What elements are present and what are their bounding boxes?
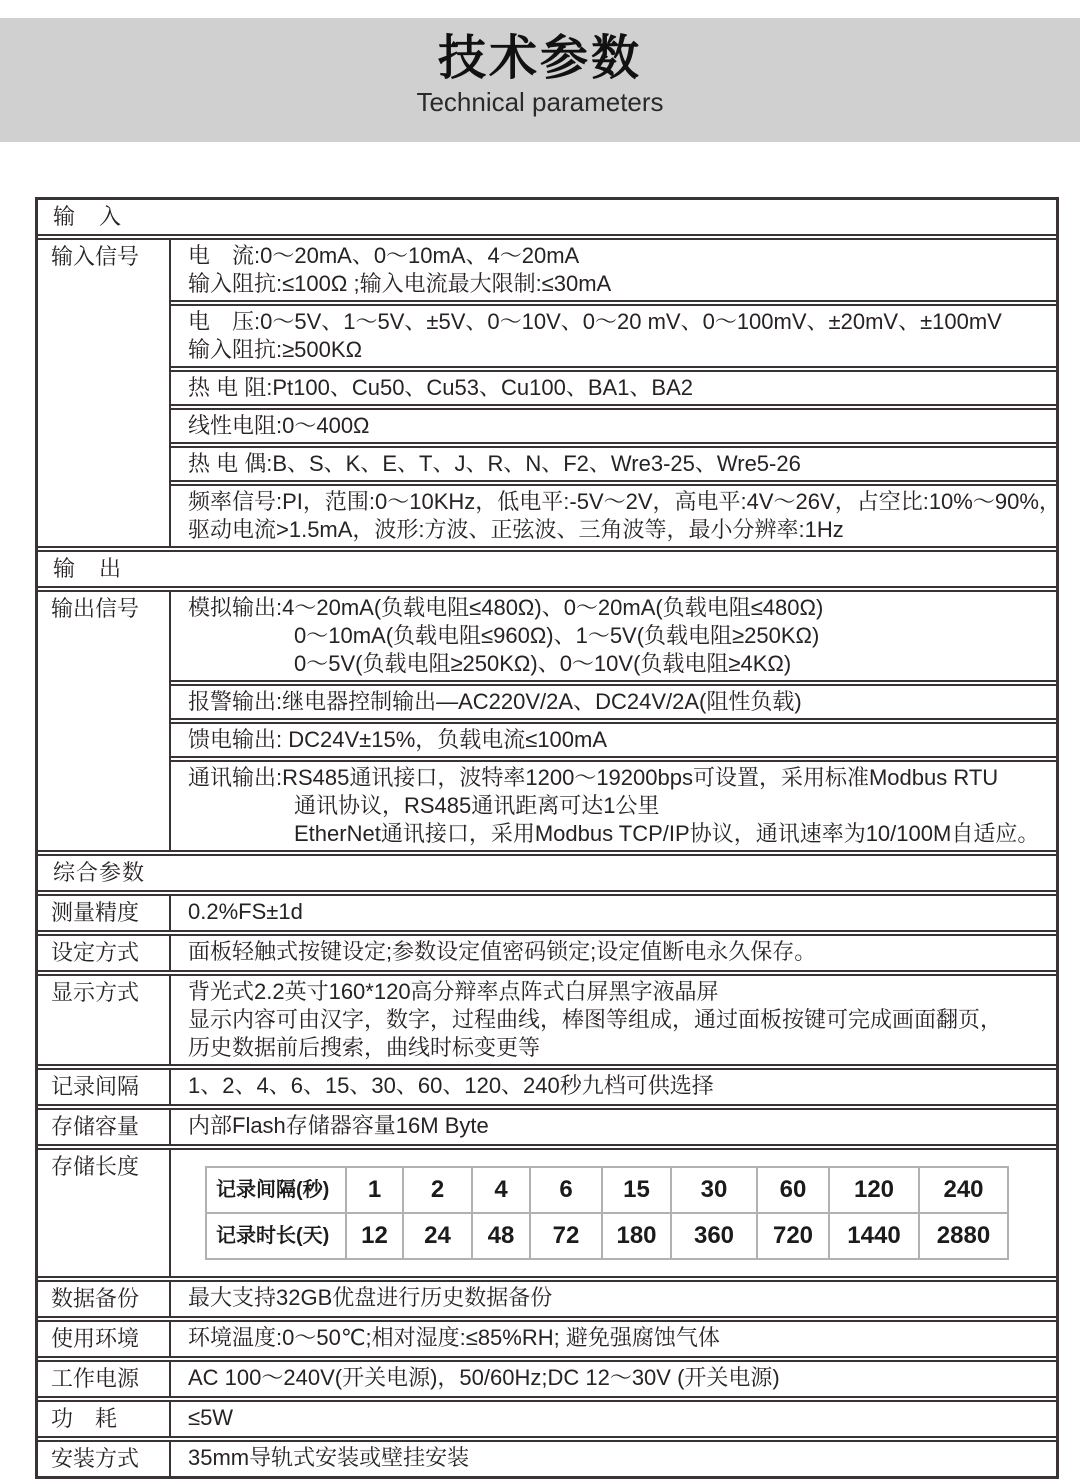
value-cell (171, 484, 1061, 546)
value-line: 背光式2.2英寸160*120高分辩率点阵式白屏黑字液晶屏 (188, 979, 719, 1004)
value-cell (171, 722, 1056, 758)
value-cell (171, 976, 1056, 1064)
storage-cell: 120 (829, 1167, 919, 1213)
value-cell (171, 936, 1056, 970)
value-line: 1、2、4、6、15、30、60、120、240秒九档可供选择 (188, 1073, 714, 1098)
table-row (38, 894, 1056, 932)
value-line: 0.2%FS±1d (188, 899, 303, 924)
value-line: AC 100～240V(开关电源)，50/60Hz;DC 12～30V (开关电源) (188, 1365, 780, 1390)
row-label: 记录间隔 (38, 1070, 171, 1104)
value-line: 最大支持32GB优盘进行历史数据备份 (188, 1285, 553, 1310)
value-line: 电 流:0～20mA、0～10mA、4～20mA (188, 243, 580, 268)
row-label: 存储长度 (38, 1150, 171, 1276)
value-line: 内部Flash存储器容量16M Byte (188, 1113, 489, 1138)
table-row (38, 974, 1056, 1066)
row-label: 使用环境 (38, 1322, 171, 1356)
storage-cell: 12 (346, 1213, 403, 1259)
row-label: 存储容量 (38, 1110, 171, 1144)
storage-cell: 15 (602, 1167, 671, 1213)
section-row (38, 200, 1056, 236)
value-cell (171, 1282, 1056, 1316)
value-cell (171, 240, 1056, 302)
value-line: 显示内容可由汉字，数字，过程曲线，棒图等组成，通过面板按键可完成画面翻页， (188, 1007, 1003, 1032)
storage-cell: 60 (757, 1167, 829, 1213)
table-row (38, 1360, 1056, 1398)
storage-row (206, 1167, 1008, 1213)
table-row (38, 1280, 1056, 1318)
page-subtitle: Technical parameters (416, 87, 664, 117)
row-label: 功 耗 (38, 1402, 171, 1436)
storage-cell: 30 (671, 1167, 757, 1213)
section-label: 输 入 (53, 204, 123, 229)
value-line: 驱动电流>1.5mA，波形:方波、正弦波、三角波等，最小分辨率:1Hz (188, 517, 844, 542)
page-title: 技术参数 (437, 32, 642, 85)
value-line: 热 电 偶:B、S、K、E、T、J、R、N、F2、Wre3-25、Wre5-26 (188, 451, 801, 476)
value-line: 面板轻触式按键设定;参数设定值密码锁定;设定值断电永久保存。 (188, 939, 817, 964)
value-cell (171, 592, 1056, 682)
storage-cell: 4 (472, 1167, 530, 1213)
section-row (38, 550, 1056, 588)
storage-cell: 240 (919, 1167, 1008, 1213)
table-row (38, 1068, 1056, 1106)
value-cell (171, 760, 1056, 850)
value-cell (171, 1362, 1056, 1396)
storage-cell: 180 (602, 1213, 671, 1259)
value-cell (171, 896, 1056, 930)
value-line: 线性电阻:0～400Ω (188, 413, 370, 438)
value-line: 报警输出:继电器控制输出—AC220V/2A、DC24V/2A(阻性负载) (188, 689, 802, 714)
value-line: 输入阻抗:≤100Ω ;输入电流最大限制:≤30mA (188, 271, 612, 296)
header-band (0, 18, 1080, 142)
value-line: 馈电输出: DC24V±15%，负载电流≤100mA (188, 727, 608, 752)
storage-cell: 72 (530, 1213, 602, 1259)
storage-cell: 6 (530, 1167, 602, 1213)
row-label: 设定方式 (38, 936, 171, 970)
row-label: 数据备份 (38, 1282, 171, 1316)
value-cell (171, 1150, 1056, 1276)
storage-cell: 1 (346, 1167, 403, 1213)
group-cells (171, 592, 1056, 850)
value-cell (171, 304, 1056, 368)
value-line: 通讯协议，RS485通讯距离可达1公里 (294, 793, 660, 818)
value-cell (171, 408, 1056, 444)
row-label: 工作电源 (38, 1362, 171, 1396)
section-row (38, 854, 1056, 892)
value-cell (171, 1070, 1056, 1104)
value-line: 模拟输出:4～20mA(负载电阻≤480Ω)、0～20mA(负载电阻≤480Ω) (188, 595, 824, 620)
value-line: 历史数据前后搜索，曲线时标变更等 (188, 1035, 541, 1060)
table-row (38, 1400, 1056, 1438)
storage-cell: 720 (757, 1213, 829, 1259)
row-label: 显示方式 (38, 976, 171, 1064)
row-label: 测量精度 (38, 896, 171, 930)
value-line: 35mm导轨式安装或壁挂安装 (188, 1445, 470, 1470)
storage-row (206, 1213, 1008, 1259)
storage-table (205, 1166, 1009, 1260)
table-row (38, 1320, 1056, 1358)
table-row (38, 1108, 1056, 1146)
storage-cell: 2 (403, 1167, 472, 1213)
row-label: 安装方式 (38, 1442, 171, 1476)
section-label: 输 出 (53, 556, 123, 581)
storage-cell: 24 (403, 1213, 472, 1259)
value-line: 电 压:0～5V、1～5V、±5V、0～10V、0～20 mV、0～100mV、±20mV、±100mV (188, 309, 1002, 334)
storage-row-header: 记录间隔(秒) (206, 1167, 346, 1213)
table-row-group (38, 238, 1061, 548)
table-row (38, 1148, 1056, 1278)
value-cell (171, 446, 1056, 482)
row-label: 输出信号 (38, 592, 171, 850)
storage-cell: 2880 (919, 1213, 1008, 1259)
storage-cell: 360 (671, 1213, 757, 1259)
value-line: 通讯输出:RS485通讯接口，波特率1200～19200bps可设置，采用标准Modbus RTU (188, 765, 999, 790)
value-cell (171, 1322, 1056, 1356)
storage-cell: 1440 (829, 1213, 919, 1259)
spec-table (35, 197, 1059, 1479)
storage-cell: 48 (472, 1213, 530, 1259)
value-cell (171, 684, 1056, 720)
value-line: 输入阻抗:≥500KΩ (188, 337, 363, 362)
value-cell (171, 1402, 1056, 1436)
value-line: 热 电 阻:Pt100、Cu50、Cu53、Cu100、BA1、BA2 (188, 375, 694, 400)
table-row (38, 934, 1056, 972)
section-label: 综合参数 (53, 860, 146, 885)
row-label: 输入信号 (38, 240, 171, 546)
value-cell (171, 1442, 1056, 1476)
value-line: 环境温度:0～50℃;相对湿度:≤85%RH; 避免强腐蚀气体 (188, 1325, 720, 1350)
value-line: ≤5W (188, 1405, 234, 1430)
value-line: EtherNet通讯接口，采用Modbus TCP/IP协议，通讯速率为10/100M自适应。 (294, 821, 1040, 846)
value-cell (171, 1110, 1056, 1144)
value-cell (171, 370, 1056, 406)
group-cells (171, 240, 1061, 546)
value-line: 0～10mA(负载电阻≤960Ω)、1～5V(负载电阻≥250KΩ) (294, 623, 820, 648)
value-line: 频率信号:PI，范围:0～10KHz，低电平:-5V～2V，高电平:4V～26V，占空比:10%～90%， (188, 489, 1061, 514)
table-row-group (38, 590, 1056, 852)
value-line: 0～5V(负载电阻≥250KΩ)、0～10V(负载电阻≥4KΩ) (294, 651, 792, 676)
table-row (38, 1440, 1056, 1476)
storage-row-header: 记录时长(天) (206, 1213, 346, 1259)
